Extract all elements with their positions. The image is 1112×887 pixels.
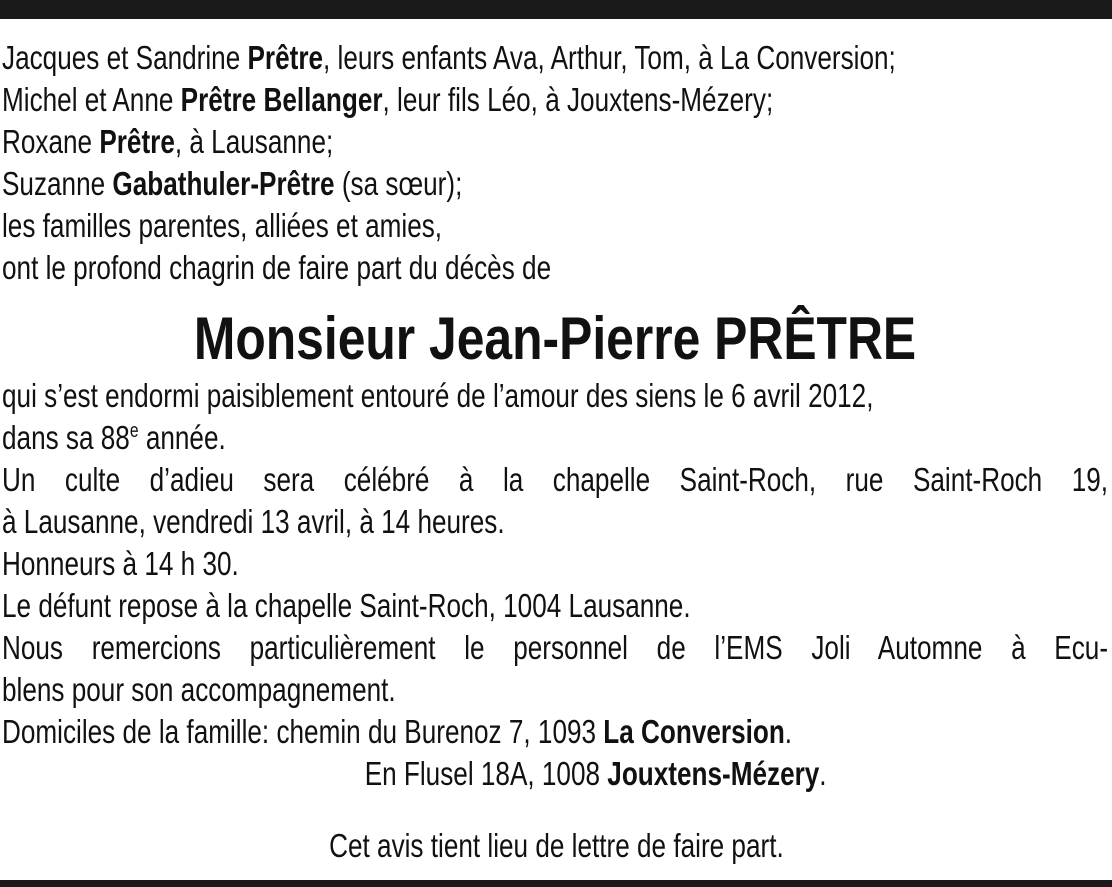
surname: Prêtre Bellanger: [180, 82, 383, 119]
top-border: [0, 0, 1112, 19]
surname: Gabathuler-Prêtre: [112, 166, 335, 203]
surname: Prêtre: [99, 124, 175, 161]
thanks-line-2: blens pour son accompagnement.: [2, 672, 396, 709]
obituary-notice: [2, 38, 1108, 796]
family-line-5: les familles parentes, alliées et amies,: [2, 208, 443, 245]
family-line-4: Suzanne Gabathuler-Prêtre (sa sœur);: [2, 166, 463, 203]
service-line-1: Un culte d’adieu sera célébré à la chapelle Saint-Roch, rue Saint-Roch 19,: [2, 462, 1109, 499]
family-line-2: Michel et Anne Prêtre Bellanger, leur fils Léo, à Jouxtens-Mézery;: [2, 82, 774, 119]
death-line: qui s’est endormi paisiblement entouré de l’amour des siens le 6 avril 2012,: [2, 378, 874, 415]
family-line-1: Jacques et Sandrine Prêtre, leurs enfants Ava, Arthur, Tom, à La Conversion;: [2, 40, 896, 77]
domicile-line-2: En Flusel 18A, 1008 Jouxtens-Mézery.: [364, 756, 827, 793]
closing-note: Cet avis tient lieu de lettre de faire part.: [328, 828, 784, 865]
domicile-place: Jouxtens-Mézery: [607, 756, 820, 793]
surname: Prêtre: [247, 40, 324, 77]
deceased-name: Monsieur Jean-Pierre PRÊTRE: [193, 305, 917, 372]
bottom-border: [0, 880, 1112, 887]
thanks-line-1: Nous remercions particulièrement le personnel de l’EMS Joli Automne à Ecu-: [2, 630, 1109, 667]
family-line-3: Roxane Prêtre, à Lausanne;: [2, 124, 334, 161]
domicile-place: La Conversion: [603, 714, 785, 751]
rests-line: Le défunt repose à la chapelle Saint-Roch, 1004 Lausanne.: [2, 588, 691, 625]
service-line-2: à Lausanne, vendredi 13 avril, à 14 heures.: [2, 504, 505, 541]
age-line: dans sa 88e année.: [2, 419, 226, 457]
honours-line: Honneurs à 14 h 30.: [2, 546, 239, 583]
announcement-line: ont le profond chagrin de faire part du décès de: [2, 250, 552, 287]
domicile-line-1: Domiciles de la famille: chemin du Burenoz 7, 1093 La Conversion.: [2, 714, 793, 751]
